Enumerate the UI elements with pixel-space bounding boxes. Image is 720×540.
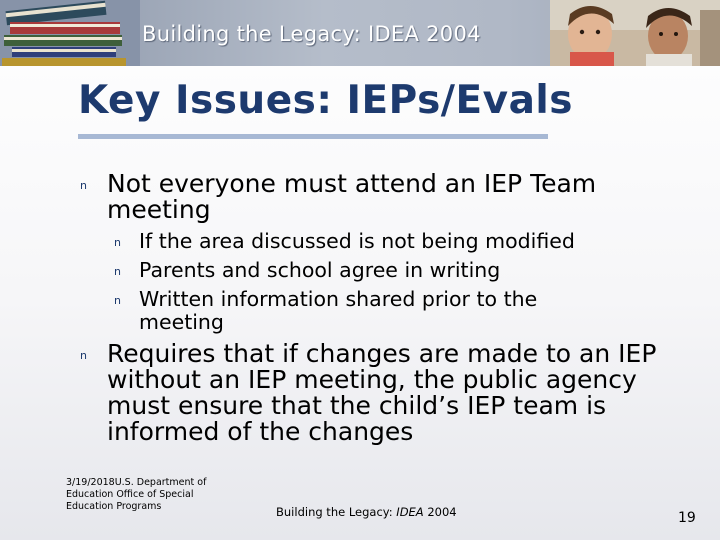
- sub-bullet-text: Written information shared prior to the meeting: [139, 287, 538, 334]
- footer-title-suffix: 2004: [423, 505, 457, 519]
- students-photo: [550, 0, 720, 66]
- sub-bullet-marker: n: [114, 294, 121, 307]
- title-underline: [78, 134, 548, 139]
- book-stack-icon: [0, 0, 140, 66]
- bullet-marker: n: [80, 179, 87, 192]
- banner-title: Building the Legacy: IDEA 2004: [142, 22, 481, 46]
- footer-date-department: 3/19/2018U.S. Department of Education Office of Special Education Programs: [66, 477, 207, 512]
- sub-bullet-text: If the area discussed is not being modified: [139, 229, 575, 253]
- slide-title: Key Issues: IEPs/Evals: [78, 78, 573, 123]
- sub-bullet-marker: n: [114, 265, 121, 278]
- footer-title: [276, 505, 457, 519]
- bullet-text: Requires that if changes are made to an IEP without an IEP meeting, the public agency must ensure that the child’s IEP team is informed of the changes: [107, 339, 657, 446]
- footer-title-em: IDEA: [396, 505, 424, 519]
- footer-title-prefix: Building the Legacy:: [276, 505, 397, 519]
- page-number: 19: [678, 510, 696, 526]
- bullet-text: Not everyone must attend an IEP Team meeting: [107, 169, 597, 224]
- sub-bullet-marker: n: [114, 236, 121, 249]
- sub-bullet-text: Parents and school agree in writing: [139, 258, 501, 282]
- bullet-marker: n: [80, 349, 87, 362]
- header-banner: [0, 0, 720, 66]
